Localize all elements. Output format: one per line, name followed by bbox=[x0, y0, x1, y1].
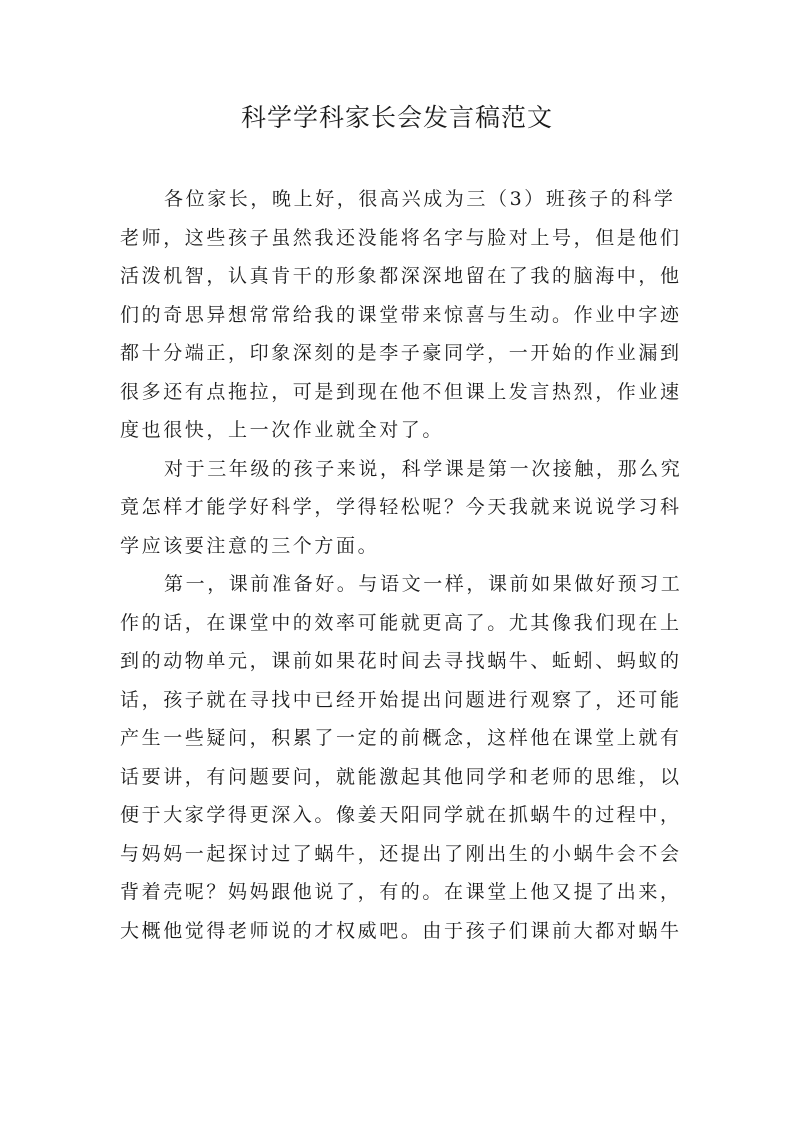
document-body bbox=[120, 180, 683, 950]
paragraph-greeting bbox=[120, 180, 680, 450]
text-line: 便于大家学得更深入。像姜天阳同学就在抓蜗牛的过程中， bbox=[120, 804, 682, 826]
text-line: 大概他觉得老师说的才权威吧。由于孩子们课前大都对蜗牛 bbox=[120, 919, 682, 942]
text-line: 第一，课前准备好。与语文一样，课前如果做好预习工 bbox=[164, 573, 683, 595]
text-line: 各位家长，晚上好，很高兴成为三（3）班孩子的科学 bbox=[164, 188, 676, 210]
text-line: 作的话，在课堂中的效率可能就更高了。尤其像我们现在上 bbox=[120, 611, 682, 634]
text-line: 们的奇思异想常常给我的课堂带来惊喜与生动。作业中字迹 bbox=[120, 303, 682, 326]
text-line: 产生一些疑问，积累了一定的前概念，这样他在课堂上就有 bbox=[120, 727, 682, 749]
document-title: 科学学科家长会发言稿范文 bbox=[240, 103, 553, 132]
text-line: 老师，这些孩子虽然我还没能将名字与脸对上号，但是他们 bbox=[120, 226, 682, 249]
text-line: 学应该要注意的三个方面。 bbox=[120, 534, 380, 557]
text-line: 度也很快，上一次作业就全对了。 bbox=[120, 419, 445, 441]
text-line: 与妈妈一起探讨过了蜗牛，还提出了刚出生的小蜗牛会不会 bbox=[120, 842, 682, 865]
paragraph-point-one bbox=[120, 565, 683, 950]
text-line: 都十分端正，印象深刻的是李子豪同学，一开始的作业漏到 bbox=[120, 342, 682, 364]
paragraph-introduction bbox=[120, 450, 683, 566]
text-line: 到的动物单元，课前如果花时间去寻找蜗牛、蚯蚓、蚂蚁的 bbox=[120, 650, 682, 672]
text-line: 很多还有点拖拉，可是到现在他不但课上发言热烈，作业速 bbox=[120, 380, 682, 403]
text-line: 活泼机智，认真肯干的形象都深深地留在了我的脑海中，他 bbox=[120, 265, 682, 287]
text-line: 背着壳呢？妈妈跟他说了，有的。在课堂上他又提了出来， bbox=[120, 881, 682, 903]
text-line: 话要讲，有问题要问，就能激起其他同学和老师的思维，以 bbox=[120, 765, 682, 788]
text-line: 对于三年级的孩子来说，科学课是第一次接触，那么究 bbox=[164, 457, 683, 480]
text-line: 话，孩子就在寻找中已经开始提出问题进行观察了，还可能 bbox=[120, 688, 682, 711]
text-line: 竟怎样才能学好科学，学得轻松呢？今天我就来说说学习科 bbox=[120, 496, 682, 518]
